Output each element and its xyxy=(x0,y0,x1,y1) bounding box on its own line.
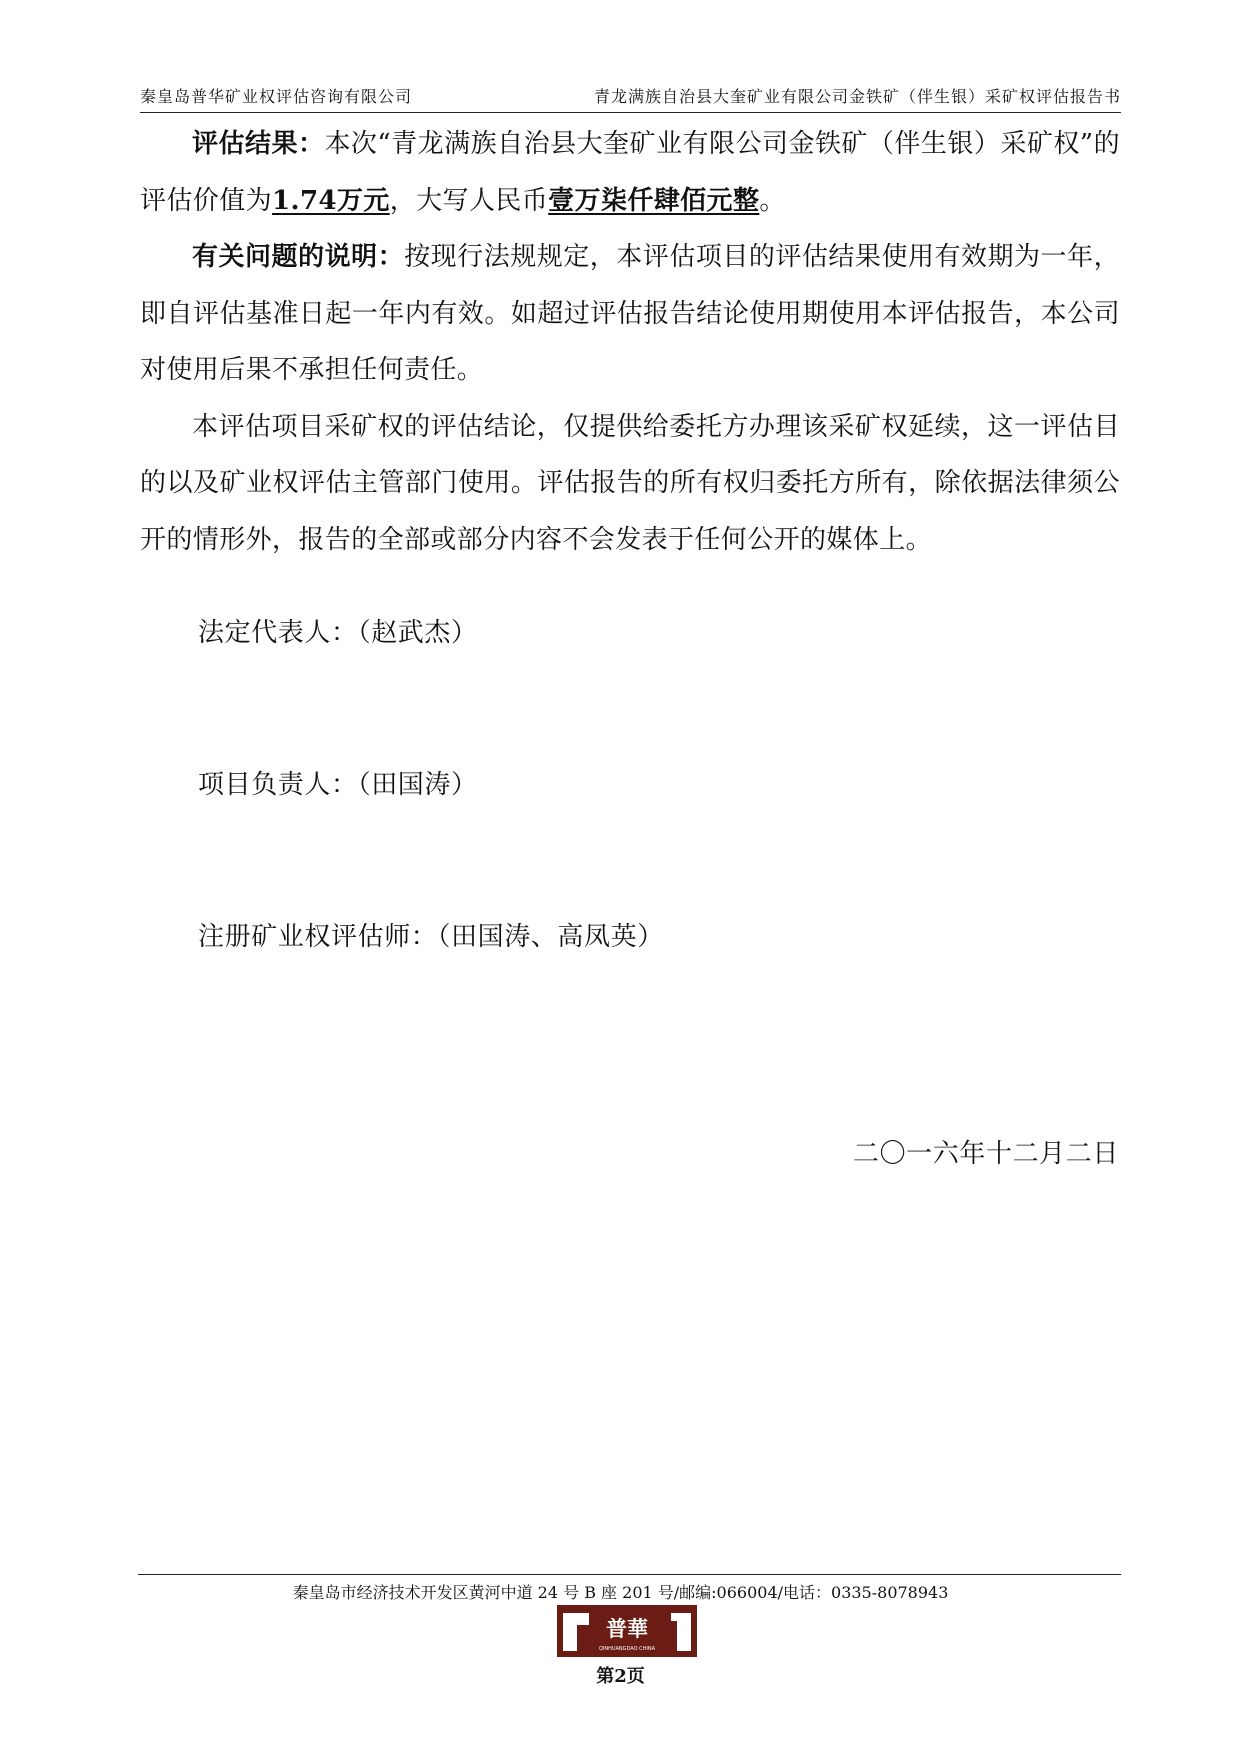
report-body xyxy=(140,116,1120,568)
result-text-end: 。 xyxy=(759,185,786,216)
result-text-mid: ，大写人民币 xyxy=(389,185,549,216)
logo-pillar-cap xyxy=(563,1613,589,1625)
registered-appraisers: 注册矿业权评估师：（田国涛、高凤英） xyxy=(198,922,664,952)
notes-text: 按现行法规规定，本评估项目的评估结果使用有效期为一年，即自评估基准日起一年内有效。如超过评估报告结论使用期使用本评估报告，本公司对使用后果不承担任何责任。 xyxy=(140,242,1120,385)
logo-pillar-right xyxy=(677,1613,691,1651)
legal-representative: 法定代表人：（赵武杰） xyxy=(198,618,478,648)
notes-label: 有关问题的说明： xyxy=(192,242,405,272)
logo-subtext: QINHUANGDAO CHINA xyxy=(598,1646,656,1652)
notes-paragraph xyxy=(140,229,1120,399)
page-header xyxy=(140,82,1121,113)
header-report-title: 青龙满族自治县大奎矿业有限公司金铁矿（伴生银）采矿权评估报告书 xyxy=(593,87,1121,106)
page-number: 第2页 xyxy=(596,1666,645,1687)
report-date: 二〇一六年十二月二日 xyxy=(852,1139,1119,1169)
result-value: 1.74万元 xyxy=(272,185,390,216)
footer-address: 秦皇岛市经济技术开发区黄河中道 24 号 B 座 201 号/邮编:066004/电话：0335-8078943 xyxy=(292,1583,949,1602)
usage-text: 本评估项目采矿权的评估结论，仅提供给委托方办理该采矿权延续，这一评估目的以及矿业权评估主管部门使用。评估报告的所有权归委托方所有，除依据法律须公开的情形外，报告的全部或部分内容不会发表于任何公开的媒体上。 xyxy=(140,411,1120,555)
result-label: 评估结果： xyxy=(192,129,325,159)
result-value-upper: 壹万柒仟肆佰元整 xyxy=(548,185,760,216)
logo-text: 普華 xyxy=(606,1616,648,1641)
project-leader: 项目负责人：（田国涛） xyxy=(198,770,478,800)
usage-paragraph xyxy=(140,399,1120,569)
logo-crenel xyxy=(671,1613,677,1621)
company-logo xyxy=(557,1605,697,1657)
footer-divider xyxy=(138,1574,1121,1575)
header-company: 秦皇岛普华矿业权评估咨询有限公司 xyxy=(140,87,413,106)
result-text: 本次“青龙满族自治县大奎矿业有限公司金铁矿（伴生银）采矿权”的评估价值为 xyxy=(140,129,1120,216)
result-paragraph xyxy=(140,116,1120,229)
